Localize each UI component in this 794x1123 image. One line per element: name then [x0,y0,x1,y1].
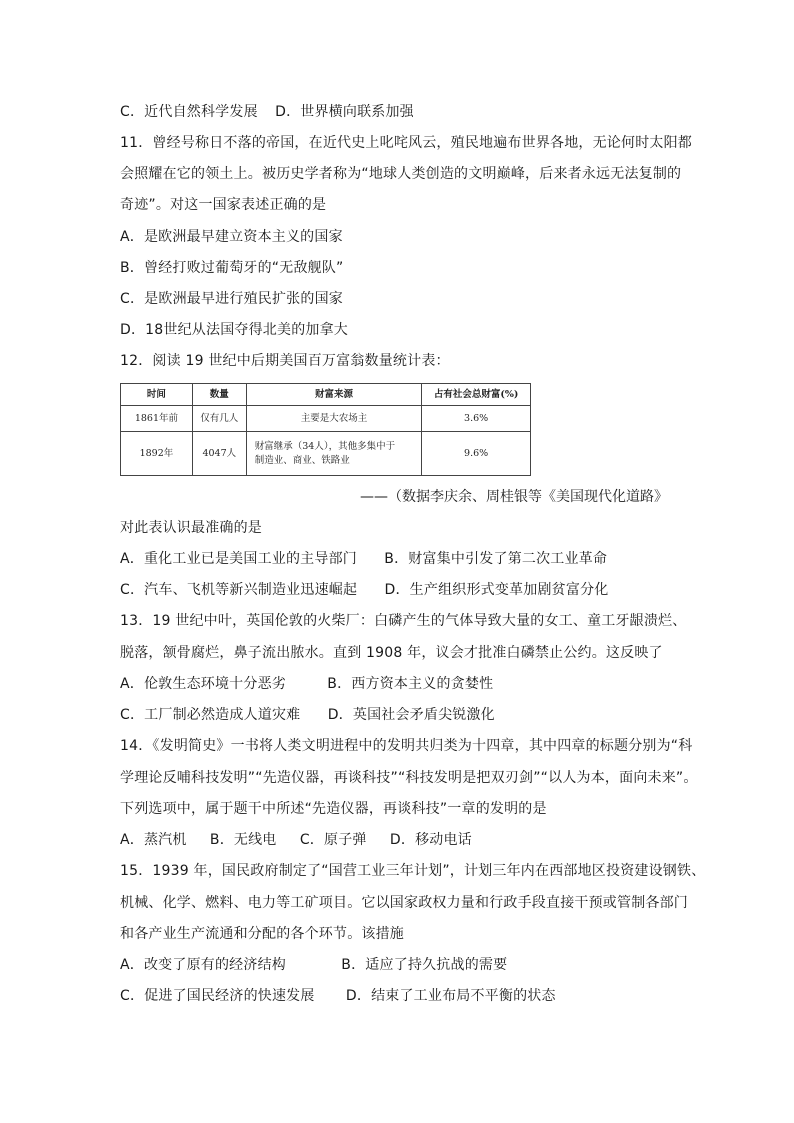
q15-stem-line-3: 和各产业生产流通和分配的各个环节。该措施 [120,926,404,942]
table-cell-time: 1892年 [121,432,193,476]
table-header-share: 占有社会总财富(%) [422,384,531,406]
q14-option-c: C．原子弹 [299,832,367,848]
q13-option-a: A．伦敦生态环境十分恶劣 [120,676,286,692]
table-cell-share: 9.6% [422,432,531,476]
q15-option-b: B．适应了持久抗战的需要 [341,957,508,973]
q12-option-c: C．汽车、飞机等新兴制造业迅速崛起 [120,582,358,598]
q14-option-b: B．无线电 [209,832,277,848]
table-header-source: 财富来源 [246,384,421,406]
q13-option-b: B．西方资本主义的贪婪性 [327,676,494,692]
q10-options-cd [120,104,414,120]
q11-option-b: B．曾经打败过葡萄牙的“无敌舰队” [120,260,344,276]
table-cell-source: 主要是大农场主 [246,406,421,432]
q13-options-ab [120,676,493,692]
q14-stem-line-1: 14．《发明简史》一书将人类文明进程中的发明共归类为十四章，其中四章的标题分别为“科 [120,738,693,754]
q14-stem-line-2: 学理论反哺科技发明”“先造仪器，再谈科技”“科技发明是把双刃剑”“以人为本，面向未来”。 [120,770,698,786]
q12-options-ab [120,551,607,567]
q12-options-cd [120,582,608,598]
q14-options [120,832,472,848]
q13-option-c: C．工厂制必然造成人道灾难 [120,707,301,723]
q10-option-c: C．近代自然科学发展 [120,104,258,120]
q13-options-cd [120,707,495,723]
table-cell-source-line-1: 财富继承（34人），其他多集中于 [254,440,396,452]
table-row [121,406,531,432]
q14-option-d: D．移动电话 [389,832,472,848]
table-cell-source-line-2: 制造业、商业、铁路业 [254,454,350,466]
q11-stem-line-2: 会照耀在它的领土上。被历史学者称为“地球人类创造的文明巅峰，后来者永远无法复制的 [120,166,682,182]
q15-option-c: C．促进了国民经济的快速发展 [120,988,315,1004]
q15-stem-line-2: 机械、化学、燃料、电力等工矿项目。它以国家政权力量和行政手段直接干预或管制各部门 [120,895,688,911]
q15-option-d: D．结束了工业布局不平衡的状态 [345,988,556,1004]
q12-option-a: A．重化工业已是美国工业的主导部门 [120,551,357,567]
q15-options-ab [120,957,507,973]
q13-option-d: D．英国社会矛盾尖锐激化 [327,707,495,723]
table-header-row [121,384,531,406]
q12-stem: 12．阅读 19 世纪中后期美国百万富翁数量统计表： [120,353,450,369]
q13-stem-line-1: 13．19 世纪中叶，英国伦敦的火柴厂：白磷产生的气体导致大量的女工、童工牙龈溃烂、 [120,613,687,629]
table-cell-count: 4047人 [192,432,246,476]
q14-option-a: A．蒸汽机 [120,832,187,848]
table-cell-source [246,432,421,476]
q12-option-d: D．生产组织形式变革加剧贫富分化 [384,582,609,598]
q10-option-d: D．世界横向联系加强 [275,104,414,120]
q12-question: 对此表认识最准确的是 [120,520,262,536]
q15-stem-line-1: 15．1939 年，国民政府制定了“国营工业三年计划”，计划三年内在西部地区投资建设钢铁、 [120,863,706,879]
q11-option-d: D．18世纪从法国夺得北美的加拿大 [120,322,348,338]
table-header-time: 时间 [121,384,193,406]
q11-option-a: A．是欧洲最早建立资本主义的国家 [120,229,343,245]
table-row [121,432,531,476]
table-cell-count: 仅有几人 [192,406,246,432]
q13-stem-line-2: 脱落，颔骨腐烂，鼻子流出脓水。直到 1908 年，议会才批准白磷禁止公约。这反映了 [120,645,663,661]
table-header-count: 数量 [192,384,246,406]
q15-option-a: A．改变了原有的经济结构 [120,957,286,973]
q11-stem-line-3: 奇迹”。对这一国家表述正确的是 [120,197,327,213]
q14-stem-line-3: 下列选项中，属于题干中所述“先造仪器，再谈科技”一章的发明的是 [120,801,547,817]
table-cell-time: 1861年前 [121,406,193,432]
q11-stem-line-1: 11．曾经号称日不落的帝国，在近代史上叱咤风云，殖民地遍布世界各地，无论何时太阳都 [120,135,693,151]
q12-citation: ——（数据李庆余、周桂银等《美国现代化道路》 [360,489,668,505]
q12-option-b: B．财富集中引发了第二次工业革命 [384,551,608,567]
millionaire-statistics-table [120,383,531,476]
table-cell-share: 3.6% [422,406,531,432]
q15-options-cd [120,988,556,1004]
q11-option-c: C．是欧洲最早进行殖民扩张的国家 [120,291,343,307]
